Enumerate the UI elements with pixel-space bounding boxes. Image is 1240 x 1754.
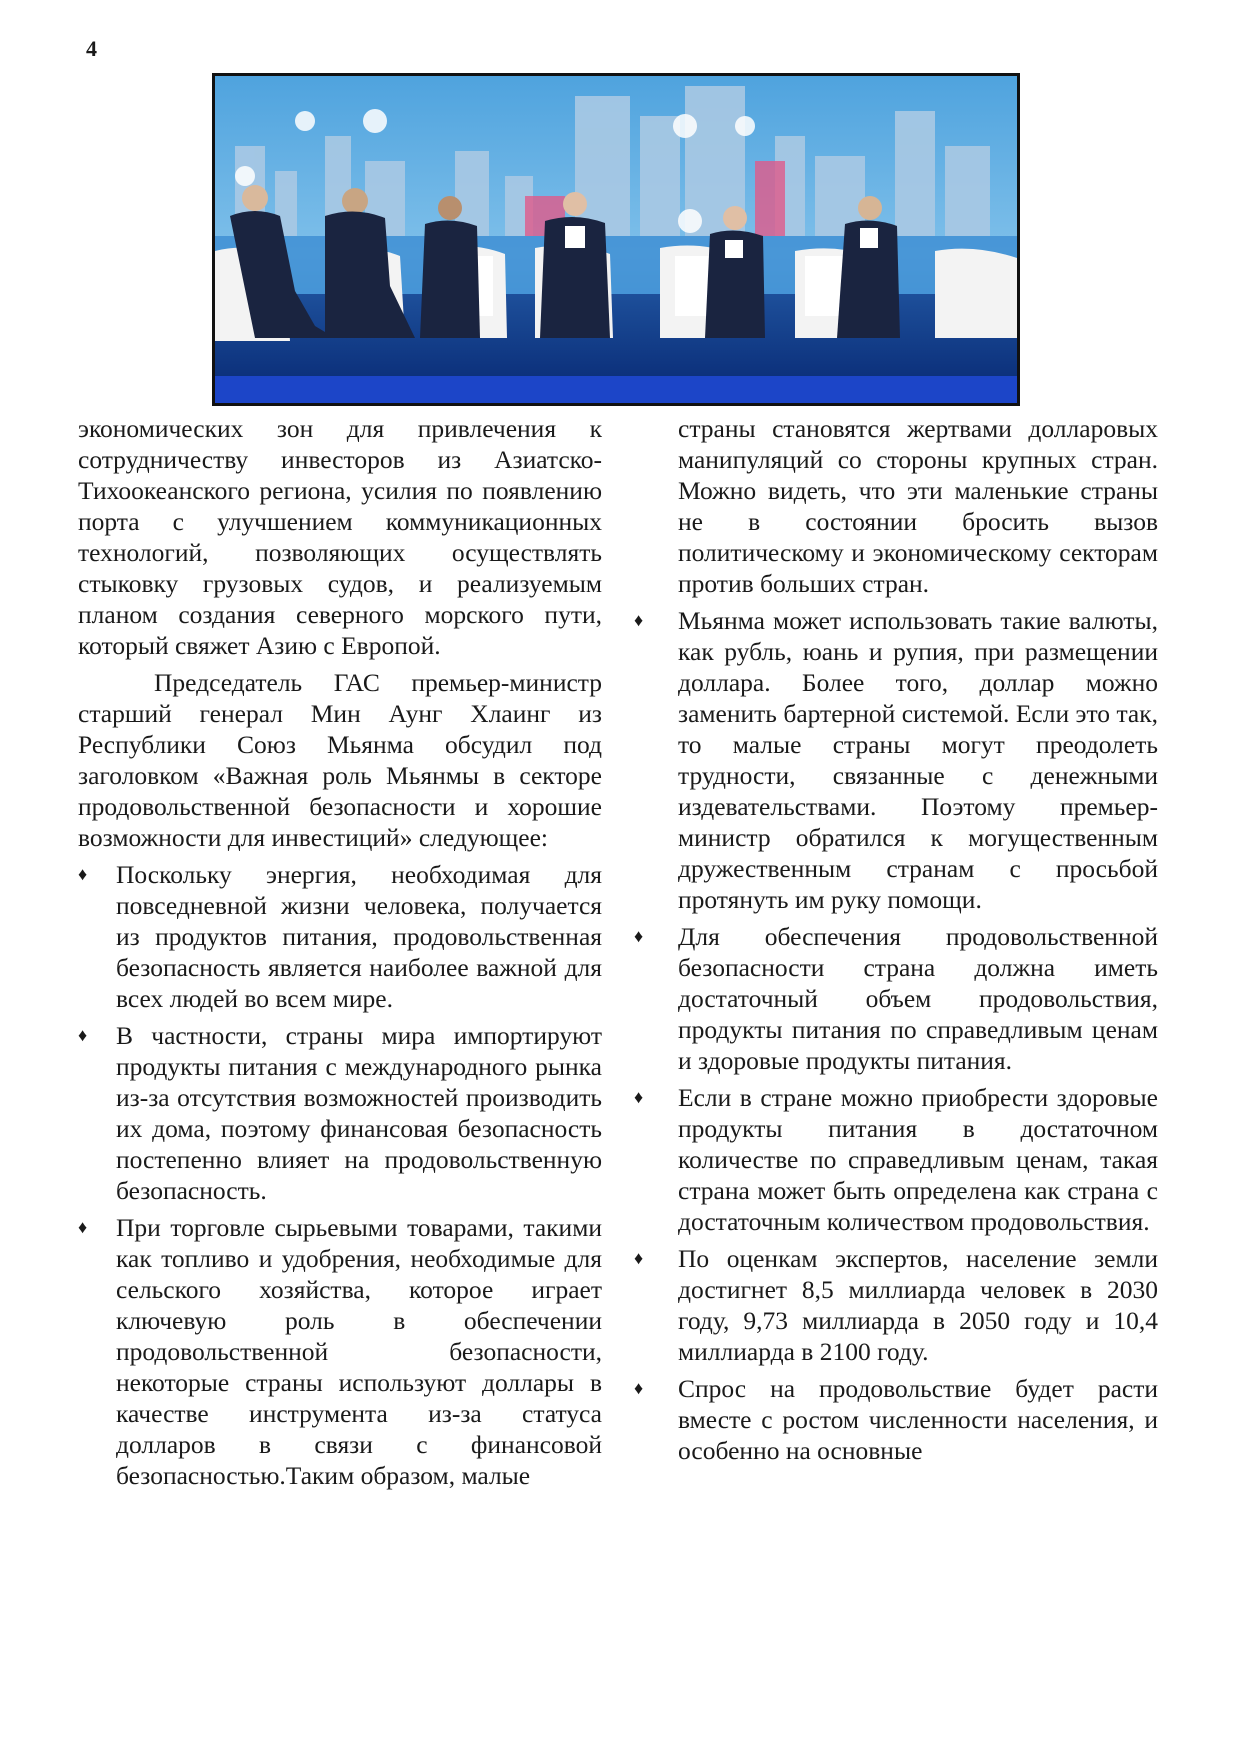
list-item-text: Спрос на продовольствие будет расти вместе с ростом численности населения, и особенно на основные bbox=[678, 1374, 1158, 1465]
paragraph-chairman-discussion: Председатель ГАС премьер-министр старший генерал Мин Аунг Хлаинг из Республики Союз Мьянма обсудил под заголовком «Важная роль Мьянмы в секторе продовольственной безопасности и хорошие возможности для инвестиций» следующее: bbox=[78, 668, 602, 852]
list-item bbox=[634, 1243, 1158, 1367]
list-item bbox=[78, 1020, 602, 1206]
list-item-text: Для обеспечения продовольственной безопасности страна должна иметь достаточный объем продовольствия, продукты питания по справедливым ценам и здоровые продукты питания. bbox=[678, 922, 1158, 1075]
diamond-bullet-icon: ♦ bbox=[634, 926, 644, 946]
right-bullet-list bbox=[634, 605, 1158, 1466]
right-column bbox=[634, 413, 1158, 1472]
list-item bbox=[78, 1212, 602, 1491]
diamond-bullet-icon: ♦ bbox=[78, 1025, 88, 1045]
diamond-bullet-icon: ♦ bbox=[634, 1248, 644, 1268]
list-item-text: По оценкам экспертов, население земли достигнет 8,5 миллиарда человек в 2030 году, 9,73 миллиарда в 2050 году и 10,4 миллиарда в 2100 году. bbox=[678, 1244, 1158, 1366]
left-bullet-list bbox=[78, 859, 602, 1491]
list-item-text: Если в стране можно приобрести здоровые продукты питания в достаточном количестве по справедливым ценам, такая страна может быть определена как страна с достаточным количеством продовольствия. bbox=[678, 1083, 1158, 1236]
photo-illustration bbox=[215, 76, 1017, 403]
list-item-text: Мьянма может использовать такие валюты, как рубль, юань и рупия, при размещении доллара. Более того, доллар можно заменить бартерной системой. Если это так, то малые страны могут преодолеть трудности, связанные с денежными издевательствами. Поэтому премьер-министр обратился к могущественным дружественным странам с просьбой протянуть им руку помощи. bbox=[678, 606, 1158, 914]
list-item-text: Поскольку энергия, необходимая для повседневной жизни человека, получается из продуктов питания, продовольственная безопасность является наиболее важной для всех людей во всем мире. bbox=[116, 860, 602, 1013]
list-item-text: При торговле сырьевыми товарами, такими как топливо и удобрения, необходимые для сельского хозяйства, которое играет ключевую роль в обеспечении продовольственной безопасности, некоторые страны используют доллары в качестве инструмента из-за статуса долларов в связи с финансовой безопасностью.Таким образом, малые bbox=[116, 1213, 602, 1490]
paragraph-continuation-right: страны становятся жертвами долларовых манипуляций со стороны крупных стран. Можно видеть, что эти маленькие страны не в состоянии бросить вызов политическому и экономическому секторам против больших стран. bbox=[678, 414, 1158, 598]
paragraph-continuation: экономических зон для привлечения к сотрудничеству инвесторов из Азиатско-Тихоокеанского региона, усилия по появлению порта с улучшением коммуникационных технологий, позволяющих осуществлять стыковку грузовых судов, и реализуемым планом создания северного морского пути, который свяжет Азию с Европой. bbox=[78, 414, 602, 660]
left-column bbox=[78, 413, 602, 1497]
diamond-bullet-icon: ♦ bbox=[634, 1087, 644, 1107]
list-item bbox=[634, 1082, 1158, 1237]
list-item bbox=[78, 859, 602, 1014]
page-number: 4 bbox=[86, 36, 97, 61]
diamond-bullet-icon: ♦ bbox=[634, 610, 644, 630]
list-item bbox=[634, 921, 1158, 1076]
list-item-text: В частности, страны мира импортируют продукты питания с международного рынка из-за отсутствия возможностей производить их дома, поэтому финансовая безопасность постепенно влияет на продовольственную безопасность. bbox=[116, 1021, 602, 1205]
list-item bbox=[634, 605, 1158, 915]
list-item bbox=[634, 1373, 1158, 1466]
diamond-bullet-icon: ♦ bbox=[634, 1378, 644, 1398]
diamond-bullet-icon: ♦ bbox=[78, 864, 88, 884]
panel-discussion-photo bbox=[212, 73, 1020, 406]
diamond-bullet-icon: ♦ bbox=[78, 1217, 88, 1237]
